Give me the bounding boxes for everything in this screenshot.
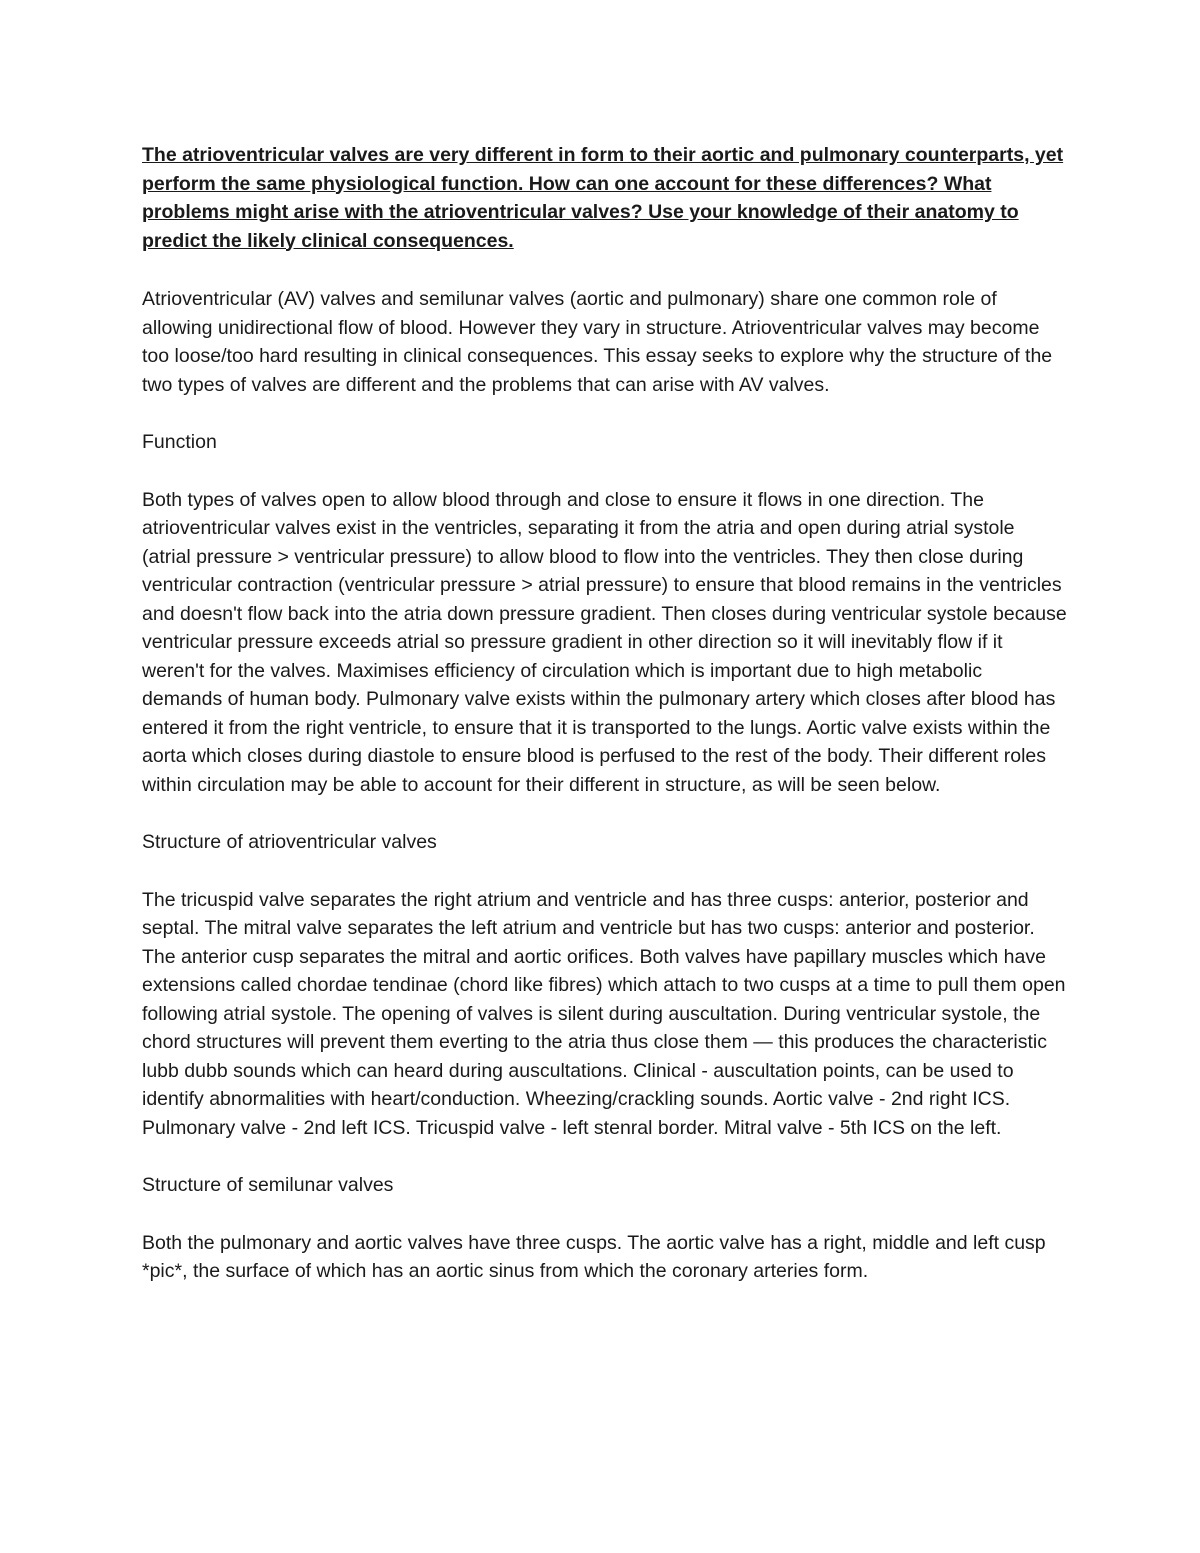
essay-question: The atrioventricular valves are very different in form to their aortic and pulmonary counterparts, yet perform the same physiological function. How can one account for these differences? What problems might arise with the atrioventricular valves? Use your knowledge of their anatomy to predict the likely clinical consequences. — [142, 144, 1064, 252]
document-body — [142, 141, 1067, 1315]
intro-paragraph: Atrioventricular (AV) valves and semilunar valves (aortic and pulmonary) share one common role of allowing unidirectional flow of blood. However they vary in structure. Atrioventricular valves may become too loose/too hard resulting in clinical consequences. This essay seeks to explore why the structure of the two types of valves are different and the problems that can arise with AV valves. — [142, 288, 1053, 396]
section-heading-semilunar-structure: Structure of semilunar valves — [142, 1174, 394, 1196]
section-heading-function: Function — [142, 431, 217, 453]
section-heading-av-structure: Structure of atrioventricular valves — [142, 831, 437, 853]
av-structure-paragraph: The tricuspid valve separates the right atrium and ventricle and has three cusps: anterior, posterior and septal. The mitral valve separates the left atrium and ventricle but has two cusps: anterior and posterior. The anterior cusp separates the mitral and aortic orifices. Both valves have papillary muscles which have extensions called chordae tendinae (chord like fibres) which attach to two cusps at a time to pull them open following atrial systole. The opening of valves is silent during auscultation. During ventricular systole, the chord structures will prevent them everting to the atria thus close them — this produces the characteristic lubb dubb sounds which can heard during auscultations. Clinical - auscultation points, can be used to identify abnormalities with heart/conduction. Wheezing/crackling sounds. Aortic valve - 2nd right ICS. Pulmonary valve - 2nd left ICS. Tricuspid valve - left stenral border. Mitral valve - 5th ICS on the left. — [142, 888, 1066, 1139]
semilunar-structure-paragraph: Both the pulmonary and aortic valves have three cusps. The aortic valve has a right, middle and left cusp *pic*, the surface of which has an aortic sinus from which the coronary arteries form. — [142, 1231, 1046, 1282]
function-paragraph: Both types of valves open to allow blood through and close to ensure it flows in one direction. The atrioventricular valves exist in the ventricles, separating it from the atria and open during atrial systole (atrial pressure > ventricular pressure) to allow blood to flow into the ventricles. They then close during ventricular contraction (ventricular pressure > atrial pressure) to ensure that blood remains in the ventricles and doesn't flow back into the atria down pressure gradient. Then closes during ventricular systole because ventricular pressure exceeds atrial so pressure gradient in other direction so it will inevitably flow if it weren't for the valves. Maximises efficiency of circulation which is important due to high metabolic demands of human body. Pulmonary valve exists within the pulmonary artery which closes after blood has entered it from the right ventricle, to ensure that it is transported to the lungs. Aortic valve exists within the aorta which closes during diastole to ensure blood is perfused to the rest of the body. Their different roles within circulation may be able to account for their different in structure, as will be seen below. — [142, 488, 1067, 796]
